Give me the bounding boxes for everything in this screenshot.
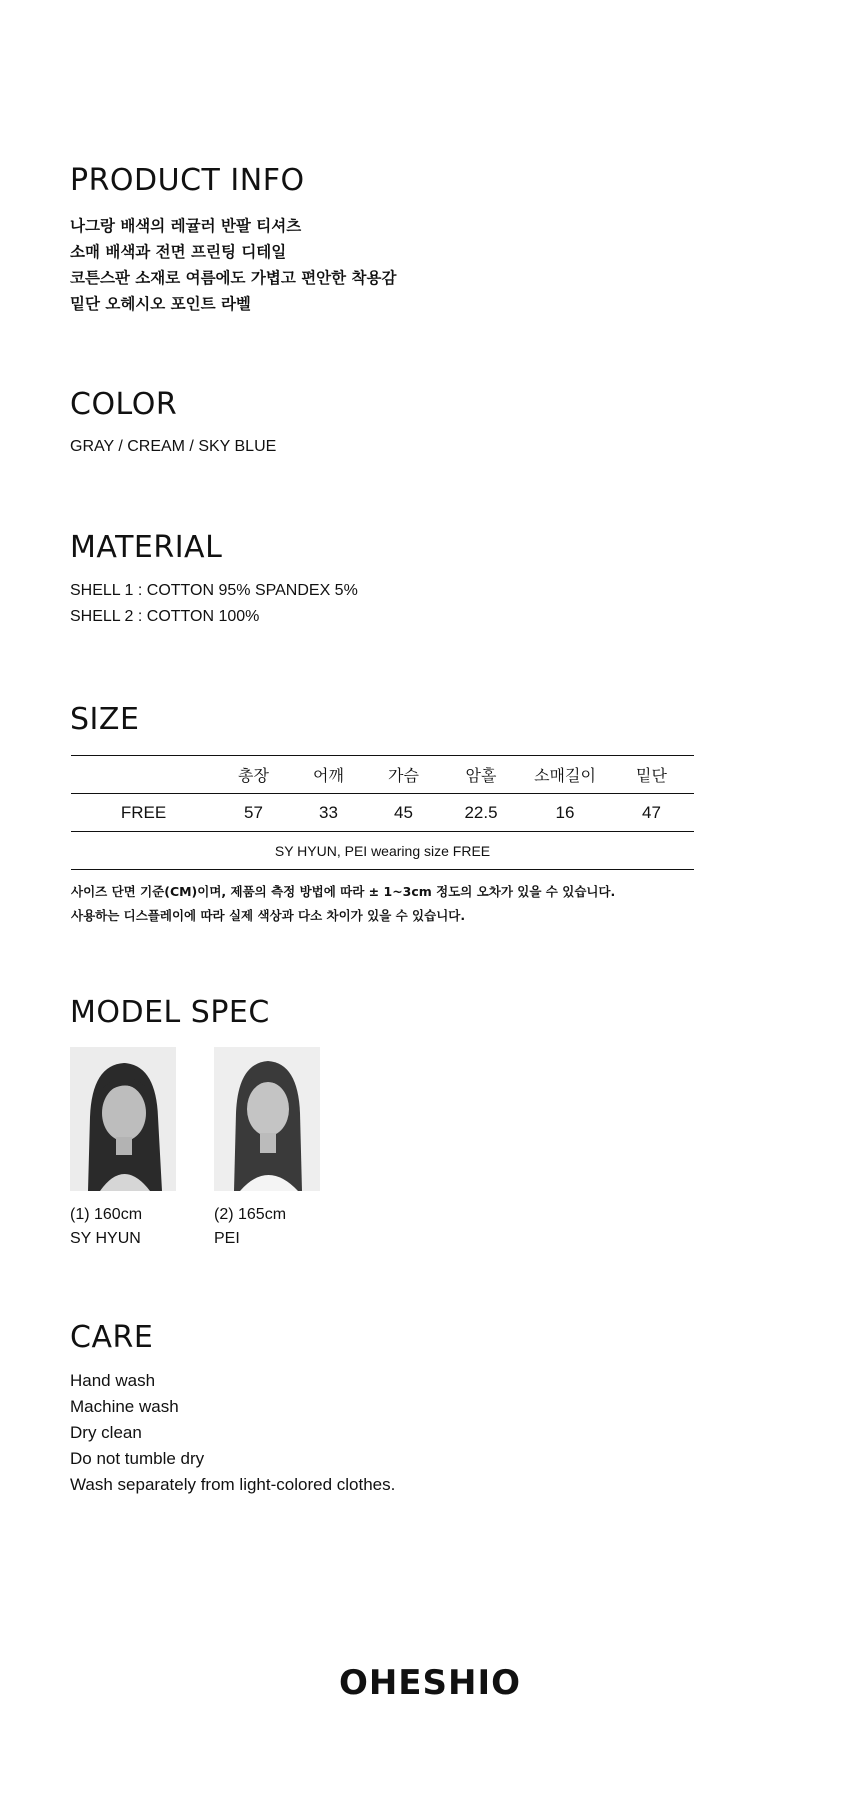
size-cell: 45 [366,794,441,832]
care-line: Dry clean [70,1423,142,1442]
size-table [71,755,694,870]
size-table-footnote-row [71,832,694,870]
model-name: PEI [214,1230,240,1247]
material-line: SHELL 1 : COTTON 95% SPANDEX 5% [70,582,358,599]
model-photo [70,1047,176,1191]
color-value: GRAY / CREAM / SKY BLUE [70,438,277,455]
size-cell: 57 [216,794,291,832]
size-header-cell [71,756,216,794]
care-line: Hand wash [70,1371,156,1390]
size-footnote: SY HYUN, PEI wearing size FREE [71,832,694,870]
size-header-cell: 어깨 [291,756,366,794]
size-header-cell: 밑단 [609,756,694,794]
size-cell: 33 [291,794,366,832]
size-header-cell: 총장 [216,756,291,794]
size-cell: 22.5 [441,794,521,832]
brand-logo: OHESHIO [338,1663,522,1703]
size-header-cell: 가슴 [366,756,441,794]
model-portrait-icon [214,1047,320,1191]
product-info-line: 나그랑 배색의 레귤러 반팔 티셔츠 [70,217,302,235]
section-title-size: SIZE [70,702,140,737]
model-card [70,1047,176,1251]
product-info-line: 소매 배색과 전면 프린팅 디테일 [70,243,287,261]
care-line: Wash separately from light-colored clothes. [70,1475,396,1494]
size-header-cell: 암홀 [441,756,521,794]
model-name: SY HYUN [70,1230,141,1247]
product-info-line: 밑단 오헤시오 포인트 라벨 [70,295,251,313]
size-note-line: 사용하는 디스플레이에 따라 실제 색상과 다소 차이가 있을 수 있습니다. [71,908,466,923]
care-line: Do not tumble dry [70,1449,205,1468]
section-title-material: MATERIAL [70,530,223,565]
size-cell: 47 [609,794,694,832]
size-table-row [71,794,694,832]
model-photo [214,1047,320,1191]
model-card [214,1047,320,1251]
section-title-model-spec: MODEL SPEC [70,995,270,1030]
size-cell: 16 [521,794,609,832]
care-line: Machine wash [70,1397,179,1416]
model-height: (1) 160cm [70,1206,143,1223]
size-cell: FREE [71,794,216,832]
size-notes [71,880,615,928]
size-header-cell: 소매길이 [521,756,609,794]
size-note-line: 사이즈 단면 기준(CM)이며, 제품의 측정 방법에 따라 ± 1~3cm 정도의 오차가 있을 수 있습니다. [71,884,616,899]
section-title-care: CARE [70,1320,154,1355]
model-height: (2) 165cm [214,1206,287,1223]
section-title-product-info: PRODUCT INFO [70,163,305,198]
size-table-header-row [71,756,694,794]
model-portrait-icon [70,1047,176,1191]
material-line: SHELL 2 : COTTON 100% [70,608,260,625]
section-title-color: COLOR [70,387,178,422]
product-info-line: 코튼스판 소재로 여름에도 가볍고 편안한 착용감 [70,269,397,287]
